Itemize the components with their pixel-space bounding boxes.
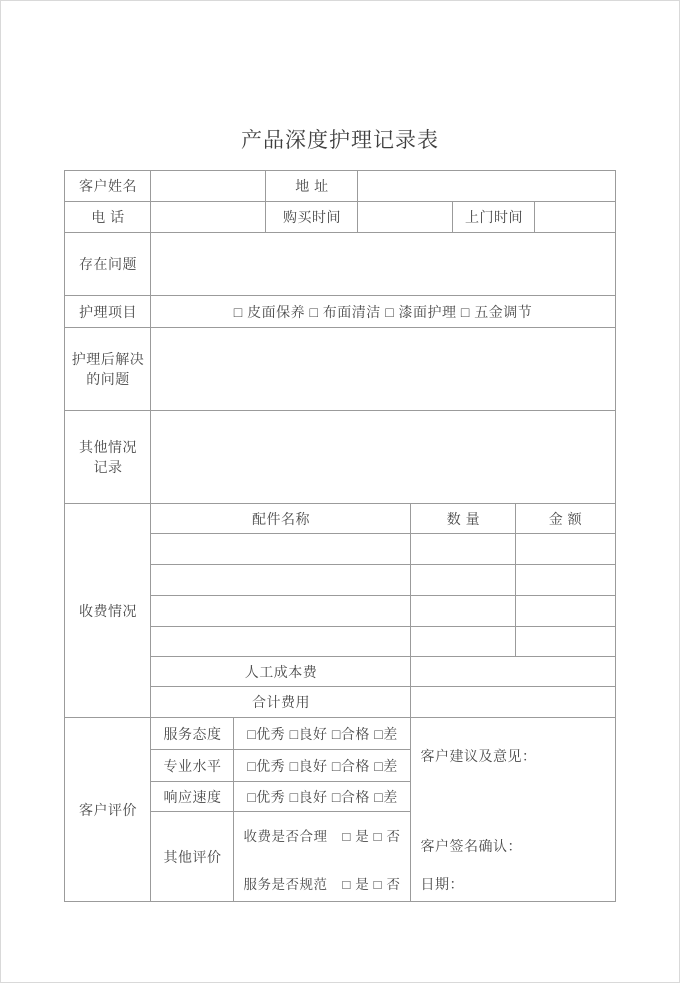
- other-records-cell: [151, 411, 615, 504]
- eval-response-speed-options: □优秀 □良好 □合格 □差: [234, 782, 411, 812]
- customer-signature-label: 客户签名确认：: [420, 838, 522, 854]
- fee-item-part-cell: [151, 627, 411, 657]
- customer-name-label: 客户姓名: [65, 171, 151, 202]
- labor-cost-cell: [411, 657, 615, 687]
- visit-time-cell: [535, 202, 615, 233]
- eval-row-service-attitude: [65, 718, 615, 750]
- row-other-records: [65, 411, 615, 504]
- care-record-table: [64, 170, 615, 902]
- eval-professional-level-label: 专业水平: [151, 750, 234, 782]
- fee-reasonable-line: [243, 828, 400, 846]
- fee-header-row: [65, 504, 615, 534]
- service-standard-line: [243, 876, 400, 894]
- date-label: 日期：: [420, 876, 464, 892]
- existing-problems-label: 存在问题: [65, 233, 151, 296]
- fee-item-part-cell: [151, 534, 411, 565]
- fee-item-qty-cell: [411, 534, 516, 565]
- resolved-problems-label: 护理后解决 的问题: [65, 328, 151, 411]
- customer-name-cell: [151, 171, 266, 202]
- phone-label: 电 话: [65, 202, 151, 233]
- fee-item-amount-cell: [516, 565, 615, 596]
- eval-professional-level-options: □优秀 □良好 □合格 □差: [234, 750, 411, 782]
- eval-response-speed-label: 响应速度: [151, 782, 234, 812]
- row-resolved-problems: [65, 328, 615, 411]
- fee-item-part-cell: [151, 565, 411, 596]
- purchase-time-label: 购买时间: [266, 202, 358, 233]
- total-cost-label: 合计费用: [151, 687, 411, 718]
- other-records-label: 其他情况 记录: [65, 411, 151, 504]
- fee-item-amount-cell: [516, 627, 615, 657]
- address-cell: [358, 171, 615, 202]
- fee-item-amount-cell: [516, 596, 615, 627]
- fee-col-quantity: 数 量: [411, 504, 516, 534]
- fee-reasonable-options: □ 是 □ 否: [342, 828, 401, 844]
- row-customer-name-address: [65, 171, 615, 202]
- care-items-label: 护理项目: [65, 296, 151, 328]
- fee-item-part-cell: [151, 596, 411, 627]
- eval-service-attitude-label: 服务态度: [151, 718, 234, 750]
- total-cost-cell: [411, 687, 615, 718]
- service-standard-question: 服务是否规范: [243, 876, 328, 892]
- fee-item-qty-cell: [411, 565, 516, 596]
- eval-section-label: 客户评价: [65, 718, 151, 902]
- existing-problems-cell: [151, 233, 615, 296]
- purchase-time-cell: [358, 202, 453, 233]
- address-label: 地 址: [266, 171, 358, 202]
- fee-item-amount-cell: [516, 534, 615, 565]
- eval-right-column: [411, 718, 615, 902]
- eval-other-cell: [234, 812, 411, 902]
- row-existing-problems: [65, 233, 615, 296]
- resolved-problems-cell: [151, 328, 615, 411]
- labor-cost-label: 人工成本费: [151, 657, 411, 687]
- row-phone-times: [65, 202, 615, 233]
- eval-other-label: 其他评价: [151, 812, 234, 902]
- visit-time-label: 上门时间: [453, 202, 535, 233]
- customer-suggestions-label: 客户建议及意见：: [420, 748, 537, 764]
- phone-cell: [151, 202, 266, 233]
- fee-reasonable-question: 收费是否合理: [243, 828, 328, 844]
- eval-service-attitude-options: □优秀 □良好 □合格 □差: [234, 718, 411, 750]
- fee-item-qty-cell: [411, 627, 516, 657]
- fee-section-label: 收费情况: [65, 504, 151, 718]
- fee-col-part-name: 配件名称: [151, 504, 411, 534]
- row-care-items: [65, 296, 615, 328]
- care-items-checkbox-line: □ 皮面保养 □ 布面清洁 □ 漆面护理 □ 五金调节: [151, 296, 615, 328]
- fee-item-qty-cell: [411, 596, 516, 627]
- fee-col-amount: 金 额: [516, 504, 615, 534]
- service-standard-options: □ 是 □ 否: [342, 876, 401, 892]
- page-title: 产品深度护理记录表: [241, 129, 439, 152]
